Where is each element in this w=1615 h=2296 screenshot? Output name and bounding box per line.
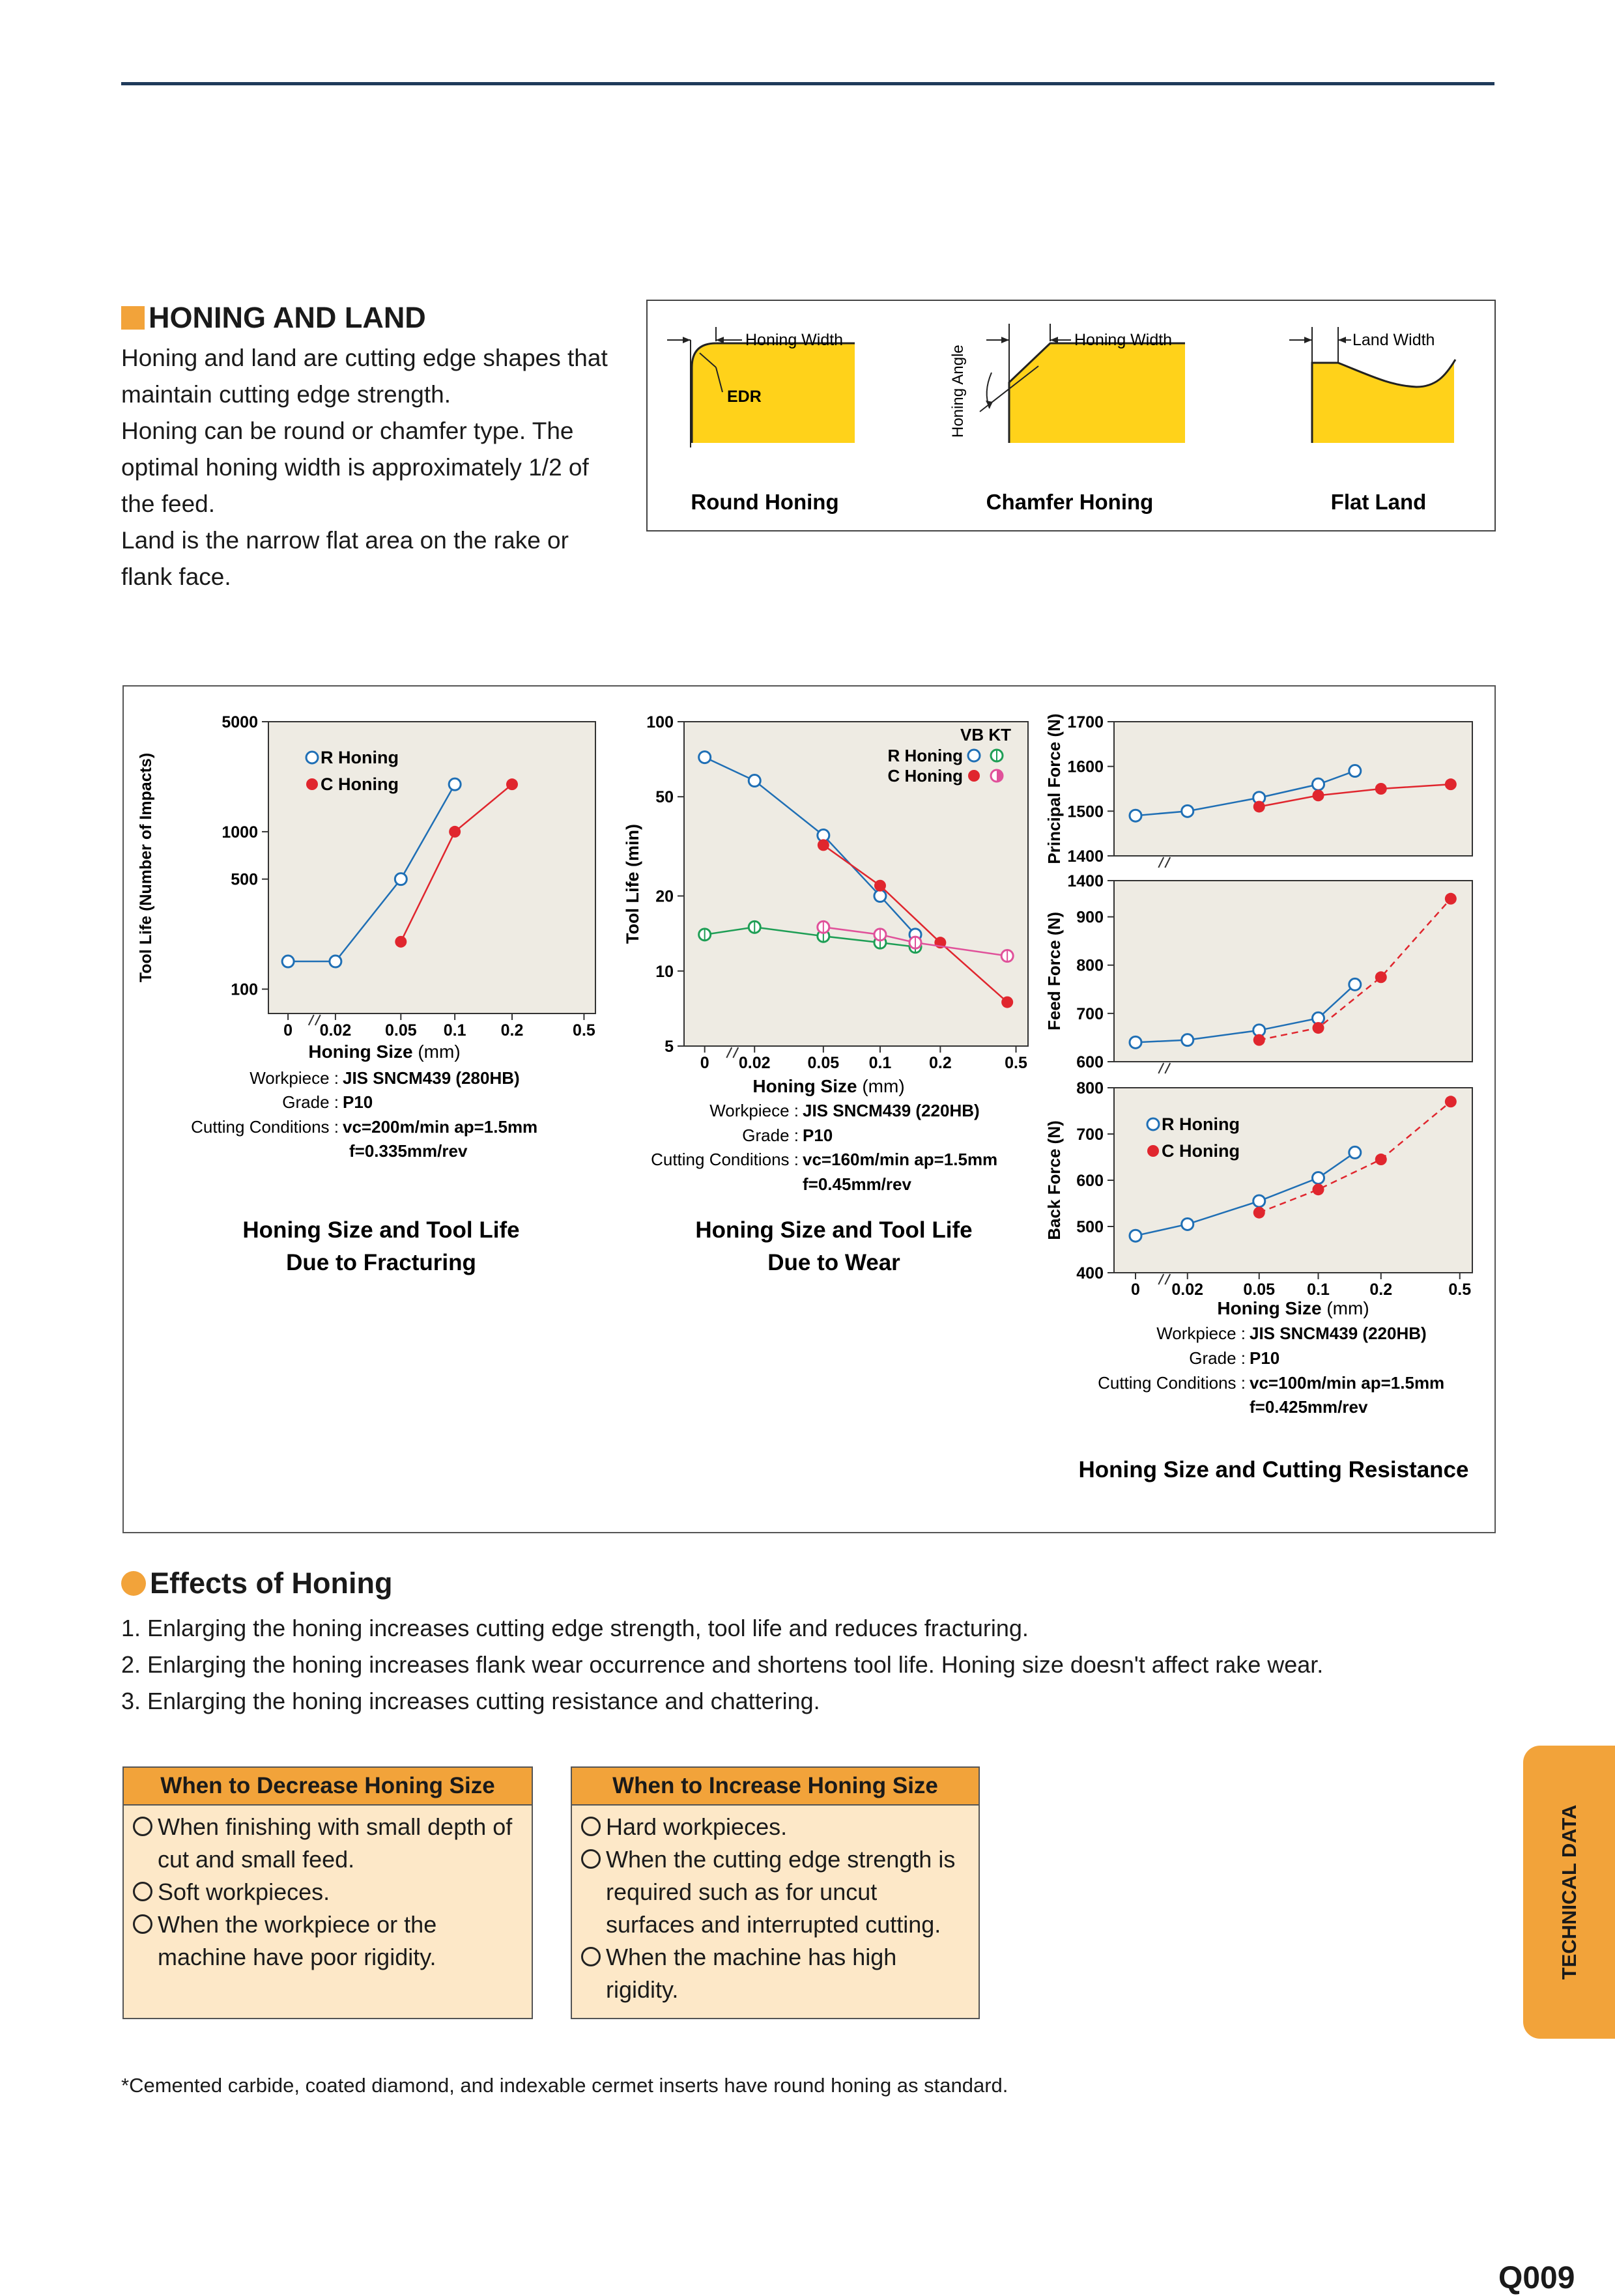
round-honing-width-label: Honing Width — [745, 331, 844, 349]
back-ytick-label: 700 — [1076, 1126, 1104, 1144]
wear-ytick-label: 5 — [665, 1038, 674, 1056]
wear-series-1-point — [818, 839, 829, 851]
back-xtick-label: 0.1 — [1307, 1281, 1330, 1299]
orange-square-icon — [121, 306, 145, 330]
wear-conditions-2: f=0.45mm/rev — [803, 1174, 911, 1194]
feed-ytick-label: 1400 — [1067, 872, 1104, 890]
section-title-text: HONING AND LAND — [149, 301, 426, 334]
wear-chart — [623, 713, 1028, 1275]
chamfer-honing-caption: Chamfer Honing — [986, 490, 1154, 514]
chamfer-honing-width-label: Honing Width — [1074, 331, 1173, 349]
principal-plot-area — [1114, 722, 1472, 856]
principal-ylabel: Principal Force (N) — [1044, 713, 1064, 864]
orange-dot-icon — [121, 1571, 146, 1596]
feed-series-1-point — [1253, 1034, 1265, 1046]
increase-honing-list — [572, 1806, 979, 2011]
wear-xtick-label: 0.02 — [738, 1054, 771, 1072]
back-legend-r: R Honing — [1162, 1114, 1240, 1134]
wear-xlabel — [752, 1076, 904, 1096]
wear-series-0-point — [874, 890, 886, 902]
feed-ytick-label: 600 — [1076, 1053, 1104, 1071]
intro-p2: Honing can be round or chamfer type. The optimal honing width is approximately 1/2 of the feed. — [121, 418, 589, 517]
increase-item-2 — [581, 1843, 969, 1941]
footnote: *Cemented carbide, coated diamond, and indexable cermet inserts have round honing as standard. — [121, 2074, 1008, 2097]
intro-text — [121, 340, 616, 595]
increase-item-1-text: Hard workpieces. — [606, 1813, 788, 1840]
circle-bullet-icon — [133, 1817, 152, 1836]
fracture-workpiece: JIS SNCM439 (280HB) — [343, 1068, 520, 1088]
fracture-xtick-label: 0.05 — [384, 1021, 417, 1040]
top-rule — [121, 82, 1494, 85]
intro-p1: Honing and land are cutting edge shapes that maintain cutting edge strength. — [121, 345, 608, 408]
back-series-0-point — [1313, 1172, 1324, 1183]
fracture-ytick-label: 100 — [231, 980, 258, 999]
back-series-1-point — [1375, 1154, 1387, 1165]
back-conditions-2: f=0.425mm/rev — [1250, 1397, 1368, 1417]
wear-conditions-1: vc=160m/min ap=1.5mm — [803, 1150, 998, 1169]
fracture-plot-area — [268, 722, 595, 1013]
fracture-grade-label: Grade : — [282, 1092, 339, 1112]
fracture-xtick-label: 0.2 — [500, 1021, 524, 1040]
back-xtick-label: 0 — [1131, 1281, 1140, 1299]
back-xtick-label: 0.05 — [1243, 1281, 1276, 1299]
increase-item-3 — [581, 1941, 969, 2006]
principal-ytick-label: 1400 — [1067, 847, 1104, 866]
fracture-workpiece-label: Workpiece : — [250, 1068, 339, 1088]
wear-title-1: Honing Size and Tool Life — [695, 1217, 973, 1243]
fracture-ytick-label: 500 — [231, 870, 258, 889]
back-conditions-1: vc=100m/min ap=1.5mm — [1250, 1373, 1445, 1393]
principal-axis-break — [1158, 857, 1170, 868]
feed-series-0-point — [1349, 978, 1361, 990]
fracture-ylabel: Tool Life (Number of Impacts) — [137, 752, 155, 983]
fracture-xtick-label: 0.5 — [573, 1021, 595, 1040]
wear-axis-break — [726, 1047, 738, 1058]
effects-item-3: 3. Enlarging the honing increases cutting resistance and chattering. — [121, 1688, 820, 1714]
back-legend-c: C Honing — [1162, 1141, 1240, 1161]
wear-legend-c: C Honing — [887, 766, 963, 786]
wear-xtick-label: 0 — [700, 1054, 709, 1072]
increase-item-1 — [581, 1811, 969, 1843]
charts-box — [122, 685, 1496, 1533]
feed-ytick-label: 700 — [1076, 1004, 1104, 1023]
fracture-xtick-label: 0.1 — [443, 1021, 466, 1040]
fracture-series-0-point — [330, 956, 341, 967]
decrease-item-2 — [133, 1876, 522, 1908]
back-ytick-label: 500 — [1076, 1218, 1104, 1236]
wear-title-2: Due to Wear — [767, 1250, 900, 1275]
decrease-item-2-text: Soft workpieces. — [158, 1878, 330, 1905]
wear-xtick-label: 0.1 — [868, 1054, 892, 1072]
principal-series-0-point — [1313, 778, 1324, 790]
principal-force-chart — [1044, 713, 1472, 868]
round-honing-diagram — [667, 327, 855, 514]
fracture-axis-break — [309, 1015, 321, 1025]
fracture-series-0-point — [449, 778, 461, 790]
back-ytick-label: 600 — [1076, 1172, 1104, 1190]
back-force-chart — [1044, 1079, 1472, 1482]
decrease-item-3 — [133, 1908, 522, 1974]
wear-plot-area — [684, 722, 1028, 1046]
back-series-1-point — [1445, 1096, 1457, 1107]
circle-bullet-icon — [133, 1882, 152, 1901]
fracture-conditions-label: Cutting Conditions : — [191, 1117, 339, 1137]
principal-ytick-label: 1700 — [1067, 713, 1104, 731]
wear-series-1-point — [874, 880, 886, 892]
wear-series-0-point — [749, 775, 760, 787]
fracture-conditions-1: vc=200m/min ap=1.5mm — [343, 1117, 538, 1137]
circle-bullet-icon — [581, 1817, 601, 1836]
wear-grade: P10 — [803, 1126, 833, 1145]
decrease-item-1 — [133, 1811, 522, 1876]
fracture-xlabel — [308, 1042, 460, 1062]
back-series-1-point — [1253, 1207, 1265, 1219]
back-xlabel-main: Honing Size — [1217, 1298, 1322, 1318]
effects-title-text: Effects of Honing — [150, 1566, 393, 1600]
circle-bullet-icon — [133, 1914, 152, 1934]
wear-series-0-point — [699, 752, 711, 763]
principal-ytick-label: 1500 — [1067, 802, 1104, 821]
round-honing-caption: Round Honing — [691, 490, 839, 514]
principal-series-1-point — [1313, 789, 1324, 801]
fracture-conditions-2: f=0.335mm/rev — [349, 1141, 468, 1161]
wear-legend-vbkt: VB KT — [960, 725, 1011, 744]
back-xlabel-unit: (mm) — [1326, 1298, 1369, 1318]
honing-types-box — [646, 300, 1496, 531]
wear-grade-label: Grade : — [742, 1126, 799, 1145]
honing-angle-label: Honing Angle — [949, 345, 967, 438]
back-series-0-point — [1182, 1218, 1193, 1230]
increase-item-3-text: When the machine has high rigidity. — [606, 1944, 897, 2003]
fracture-legend-r-marker — [306, 752, 318, 763]
effects-item-2: 2. Enlarging the honing increases flank wear occurrence and shortens tool life. Honing size doesn't affect rake wear. — [121, 1651, 1324, 1678]
chamfer-honing-diagram — [949, 324, 1185, 514]
back-xlabel — [1217, 1298, 1369, 1318]
fracture-legend-r: R Honing — [321, 748, 399, 767]
wear-workpiece-label: Workpiece : — [709, 1101, 799, 1120]
back-title: Honing Size and Cutting Resistance — [1078, 1457, 1469, 1482]
fracture-xlabel-main: Honing Size — [308, 1042, 413, 1062]
circle-bullet-icon — [581, 1849, 601, 1869]
intro-p3: Land is the narrow flat area on the rake or flank face. — [121, 527, 569, 590]
fracture-series-1-point — [449, 826, 461, 838]
fracture-legend-c-marker — [306, 778, 318, 790]
edr-label: EDR — [727, 388, 762, 406]
back-grade: P10 — [1250, 1348, 1280, 1368]
decrease-honing-list — [124, 1806, 532, 1979]
fracture-grade: P10 — [343, 1092, 373, 1112]
wear-legend-c-vb-marker — [968, 770, 980, 782]
wear-conditions-label: Cutting Conditions : — [651, 1150, 799, 1169]
decrease-honing-box — [122, 1766, 533, 2019]
fracture-title-2: Due to Fracturing — [286, 1250, 476, 1275]
back-ytick-label: 800 — [1076, 1079, 1104, 1098]
feed-series-1-point — [1313, 1022, 1324, 1034]
back-conditions-label: Cutting Conditions : — [1098, 1373, 1246, 1393]
wear-xlabel-unit: (mm) — [862, 1076, 905, 1096]
wear-ytick-label: 10 — [655, 962, 674, 981]
back-xtick-label: 0.5 — [1448, 1281, 1472, 1299]
fracture-ytick-label: 5000 — [222, 713, 258, 731]
fracture-chart — [137, 713, 595, 1275]
decrease-item-1-text: When finishing with small depth of cut and small feed. — [158, 1813, 513, 1873]
principal-series-1-point — [1375, 783, 1387, 795]
back-workpiece-label: Workpiece : — [1156, 1324, 1246, 1343]
flat-land-diagram — [1289, 327, 1455, 514]
back-axis-break — [1158, 1274, 1170, 1284]
wear-ylabel: Tool Life (min) — [623, 824, 642, 944]
fracture-ytick-label: 1000 — [222, 823, 258, 842]
wear-workpiece: JIS SNCM439 (220HB) — [803, 1101, 980, 1120]
decrease-item-3-text: When the workpiece or the machine have poor rigidity. — [158, 1911, 437, 1970]
wear-legend-r: R Honing — [887, 746, 963, 765]
back-grade-label: Grade : — [1189, 1348, 1246, 1368]
feed-axis-break — [1158, 1063, 1170, 1073]
fracture-title-1: Honing Size and Tool Life — [242, 1217, 520, 1243]
honing-types-diagram — [648, 301, 1494, 530]
back-series-1-point — [1313, 1183, 1324, 1195]
feed-series-0-point — [1182, 1034, 1193, 1046]
flat-land-caption: Flat Land — [1330, 490, 1427, 514]
fracture-series-1-point — [506, 778, 518, 790]
wear-ytick-label: 20 — [655, 887, 674, 906]
principal-series-0-point — [1349, 765, 1361, 777]
back-workpiece: JIS SNCM439 (220HB) — [1250, 1324, 1427, 1343]
back-xtick-label: 0.2 — [1369, 1281, 1393, 1299]
back-legend-c-marker — [1147, 1145, 1159, 1157]
wear-legend-r-vb-marker — [968, 750, 980, 761]
principal-series-0-point — [1182, 805, 1193, 817]
increase-honing-box — [571, 1766, 980, 2019]
effects-title — [121, 1566, 392, 1600]
feed-series-0-point — [1130, 1036, 1141, 1048]
wear-xtick-label: 0.5 — [1005, 1054, 1027, 1072]
wear-xlabel-main: Honing Size — [752, 1076, 857, 1096]
wear-ytick-label: 50 — [655, 788, 674, 807]
technical-data-tab[interactable] — [1523, 1746, 1615, 2039]
fracture-series-0-point — [395, 873, 407, 885]
fracture-series-0-point — [282, 956, 294, 967]
circle-bullet-icon — [581, 1947, 601, 1966]
charts-svg — [124, 687, 1494, 1532]
section-title — [121, 301, 426, 335]
decrease-honing-title: When to Decrease Honing Size — [124, 1768, 532, 1806]
feed-plot-area — [1114, 881, 1472, 1062]
principal-series-0-point — [1130, 810, 1141, 821]
wear-xtick-label: 0.05 — [807, 1054, 840, 1072]
principal-series-1-point — [1445, 778, 1457, 790]
principal-series-1-point — [1253, 801, 1265, 812]
back-xtick-label: 0.02 — [1171, 1281, 1204, 1299]
increase-item-2-text: When the cutting edge strength is required such as for uncut surfaces and interrupted cutting. — [606, 1846, 956, 1938]
feed-ytick-label: 800 — [1076, 956, 1104, 975]
effects-list — [121, 1610, 1323, 1720]
fracture-series-1-point — [395, 936, 407, 948]
back-legend-r-marker — [1147, 1118, 1159, 1130]
fracture-legend-c: C Honing — [321, 774, 399, 794]
fracture-xtick-label: 0.02 — [319, 1021, 352, 1040]
back-series-0-point — [1253, 1195, 1265, 1207]
land-width-label: Land Width — [1352, 331, 1435, 349]
increase-honing-title: When to Increase Honing Size — [572, 1768, 979, 1806]
principal-ytick-label: 1600 — [1067, 758, 1104, 776]
wear-xtick-label: 0.2 — [928, 1054, 952, 1072]
technical-data-tab-label: TECHNICAL DATA — [1557, 1804, 1580, 1980]
back-ytick-label: 400 — [1076, 1264, 1104, 1283]
feed-series-1-point — [1375, 971, 1387, 983]
feed-force-chart — [1044, 872, 1472, 1073]
fracture-xtick-label: 0 — [283, 1021, 293, 1040]
feed-series-1-point — [1445, 893, 1457, 905]
back-series-0-point — [1349, 1146, 1361, 1158]
back-ylabel: Back Force (N) — [1044, 1120, 1064, 1240]
effects-item-1: 1. Enlarging the honing increases cutting edge strength, tool life and reduces fracturing. — [121, 1615, 1029, 1641]
page-number: Q009 — [1498, 2261, 1575, 2295]
fracture-xlabel-unit: (mm) — [418, 1042, 461, 1062]
feed-ytick-label: 900 — [1076, 908, 1104, 927]
wear-series-1-point — [1001, 997, 1013, 1008]
wear-ytick-label: 100 — [646, 713, 674, 731]
feed-ylabel: Feed Force (N) — [1044, 911, 1064, 1031]
back-series-0-point — [1130, 1230, 1141, 1241]
